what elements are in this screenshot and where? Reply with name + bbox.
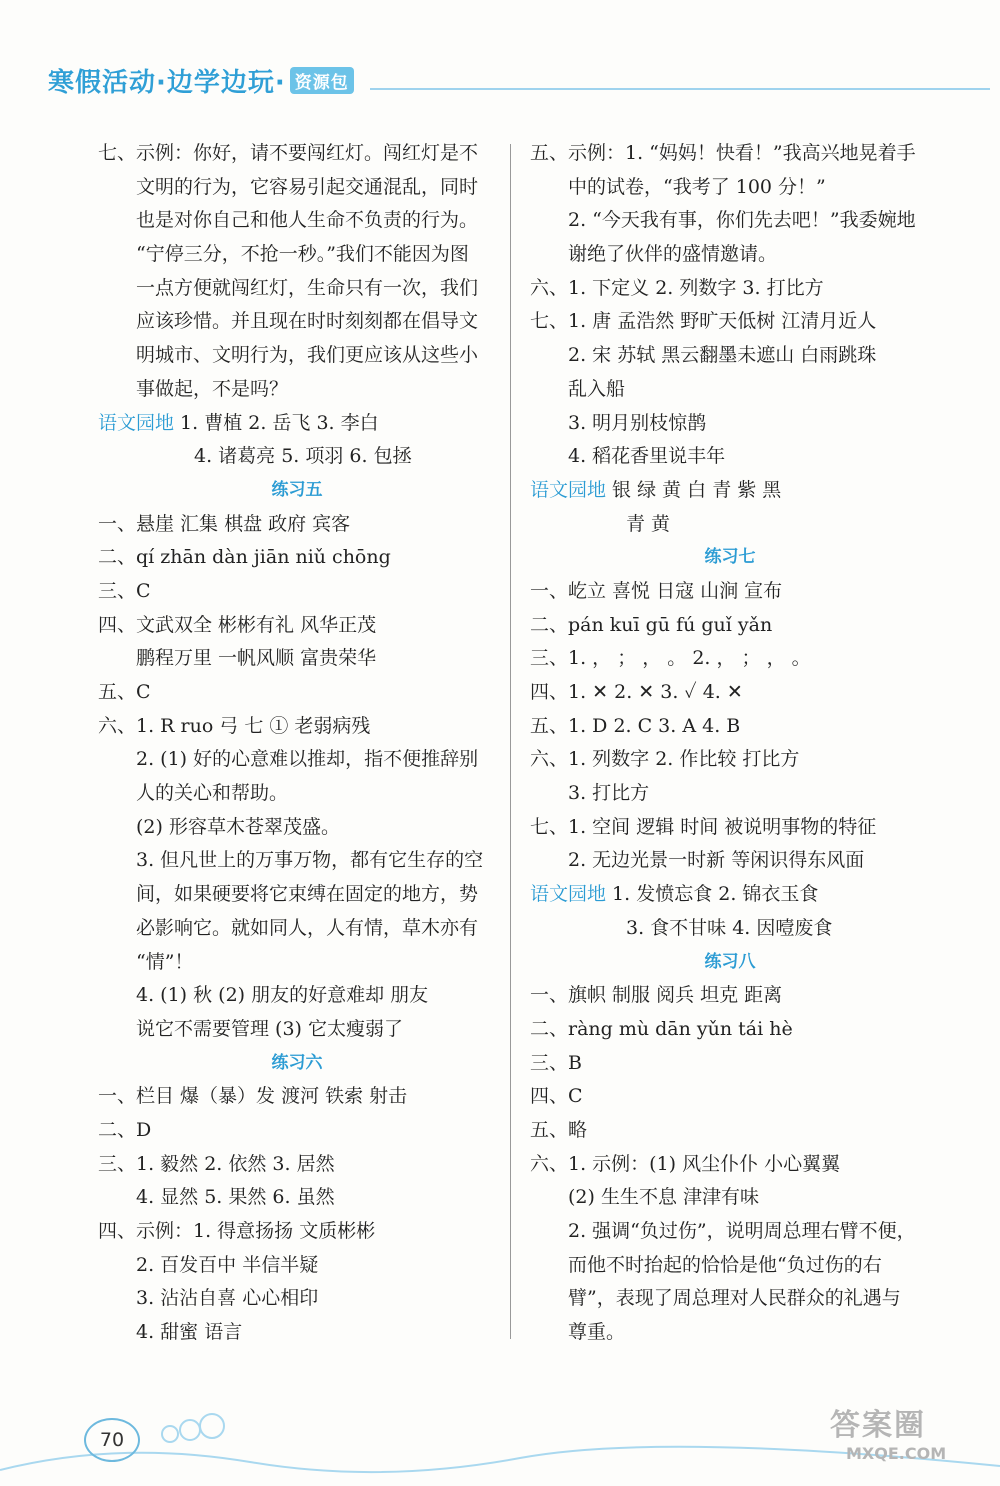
section-heading: 练习五	[271, 479, 323, 500]
answer-line	[530, 710, 930, 744]
answer-text: (2) 生生不息 津津有味	[568, 1186, 759, 1209]
answer-text: 二、qí zhān dàn jiān niǔ chōng	[98, 546, 391, 569]
answer-text: 4. 稻花香里说丰年	[568, 445, 726, 468]
answer-text: 七、1. 空间 逻辑 时间 被说明事物的特征	[530, 815, 877, 838]
answer-text: 3. 打比方	[568, 782, 650, 805]
answer-line	[98, 676, 496, 710]
answer-text: 一、栏目 爆（暴）发 渡河 铁索 射击	[98, 1085, 408, 1108]
answer-line	[530, 912, 930, 946]
answer-line	[530, 272, 930, 306]
answer-line	[98, 710, 496, 744]
answer-text: 三、1. 毅然 2. 依然 3. 居然	[98, 1152, 335, 1175]
answer-line	[98, 1148, 496, 1182]
answer-text: 二、ràng mù dān yǔn tái hè	[530, 1017, 793, 1040]
answer-text: 3. 但凡世上的万事万物，都有它生存的空	[136, 849, 484, 872]
answer-line	[98, 137, 496, 171]
answer-line	[530, 676, 930, 710]
answer-text: 1. 发愤忘食 2. 锦衣玉食	[606, 883, 819, 906]
answer-text: 间，如果硬要将它束缚在固定的地方，势	[136, 883, 479, 906]
answer-text: 一、屹立 喜悦 日寇 山涧 宣布	[530, 579, 783, 602]
answer-text: 七、示例：你好，请不要闯红灯。闯红灯是不	[98, 142, 479, 164]
answer-line	[530, 474, 930, 508]
answer-line	[530, 979, 930, 1013]
answer-text: 四、C	[530, 1085, 583, 1108]
answer-text: 一、旗帜 制服 阅兵 坦克 距离	[530, 984, 783, 1007]
section-heading: 练习八	[704, 951, 756, 972]
answer-line	[530, 1316, 930, 1350]
answer-line	[530, 407, 930, 441]
answer-text: 而他不时抬起的恰恰是他“负过伤的右	[568, 1253, 882, 1276]
answer-line	[98, 575, 496, 609]
answer-line	[98, 878, 496, 912]
answer-text: 七、1. 唐 孟浩然 野旷天低树 江清月近人	[530, 310, 877, 333]
answer-text: 2. (1) 好的心意难以推却，指不便推辞别	[136, 748, 479, 771]
answer-text: 必影响它。就如同人，人有情，草木亦有	[136, 916, 479, 939]
answer-text: 一、悬崖 汇集 棋盘 政府 宾客	[98, 512, 351, 535]
answer-text: 3. 食不甘味 4. 因噎废食	[626, 916, 833, 939]
header-badge: 资源包	[290, 67, 354, 94]
header-title	[48, 62, 354, 99]
answer-line	[98, 1249, 496, 1283]
answer-line	[530, 238, 930, 272]
answer-line	[98, 204, 496, 238]
answer-text: 三、C	[98, 579, 151, 602]
answer-line	[98, 1181, 496, 1215]
answer-line	[98, 811, 496, 845]
answer-line	[530, 508, 930, 542]
answer-line	[530, 1013, 930, 1047]
answer-line	[98, 171, 496, 205]
answer-line	[98, 777, 496, 811]
answer-text: 臂”，表现了周总理对人民群众的礼遇与	[568, 1287, 901, 1310]
answer-text: 四、文武双全 彬彬有礼 风华正茂	[98, 613, 377, 636]
answer-line	[530, 373, 930, 407]
answer-line	[530, 1282, 930, 1316]
answer-line	[530, 305, 930, 339]
answer-text: “情”！	[136, 950, 194, 973]
answer-line	[98, 440, 496, 474]
answer-line	[98, 272, 496, 306]
answer-text: 三、B	[530, 1051, 582, 1074]
header-rule	[370, 88, 990, 90]
answer-line	[98, 1215, 496, 1249]
section-heading: 练习七	[704, 547, 756, 568]
answer-text: (2) 形容草木苍翠茂盛。	[136, 815, 340, 838]
answer-line	[98, 339, 496, 373]
answer-text: 五、略	[530, 1118, 588, 1141]
answer-text: 事做起，不是吗？	[136, 377, 289, 400]
answer-line	[98, 979, 496, 1013]
answer-text: 尊重。	[568, 1321, 626, 1344]
answer-text: 五、示例：1. “妈妈！快看！”我高兴地晃着手	[530, 142, 916, 164]
answer-line	[98, 238, 496, 272]
answer-text: 4. (1) 秋 (2) 朋友的好意难却 朋友	[136, 984, 429, 1007]
answer-line	[98, 541, 496, 575]
answer-line	[530, 1215, 930, 1249]
answer-text: 2. 强调“负过伤”，说明周总理右臂不便，	[568, 1220, 916, 1242]
answer-line	[98, 642, 496, 676]
answer-line	[98, 912, 496, 946]
answer-line	[530, 844, 930, 878]
answer-line	[530, 1181, 930, 1215]
answer-line	[530, 440, 930, 474]
answer-text: 4. 显然 5. 果然 6. 虽然	[136, 1186, 335, 1209]
answer-line	[530, 743, 930, 777]
answer-line	[98, 305, 496, 339]
page-header	[0, 0, 1000, 110]
answer-line	[98, 508, 496, 542]
answer-text: 六、1. R ruo 弓 七 ① 老弱病残	[98, 714, 371, 737]
answer-text: 也是对你自己和他人生命不负责的行为。	[136, 209, 479, 232]
answer-text: 人的关心和帮助。	[136, 782, 289, 805]
answer-line	[530, 339, 930, 373]
answer-text: 鹏程万里 一帆风顺 富贵荣华	[136, 647, 377, 670]
answer-line	[530, 171, 930, 205]
answer-text: 2. 宋 苏轼 黑云翻墨未遮山 白雨跳珠	[568, 344, 877, 367]
answer-text: 1. 曹植 2. 岳飞 3. 李白	[174, 411, 379, 434]
answer-line	[98, 946, 496, 980]
answer-text: 2. “今天我有事，你们先去吧！”我委婉地	[568, 209, 916, 232]
answer-text: 乱入船	[568, 377, 626, 400]
answer-line	[98, 1282, 496, 1316]
answer-line	[98, 1316, 496, 1350]
answer-text: 谢绝了伙伴的盛情邀请。	[568, 243, 778, 266]
answer-text: 青 黄	[626, 512, 671, 535]
page-number: 70	[84, 1418, 140, 1462]
answer-text: 说它不需要管理 (3) 它太瘦弱了	[136, 1017, 403, 1040]
answer-line	[530, 1047, 930, 1081]
answer-text: 银 绿 黄 白 青 紫 黑	[606, 478, 782, 501]
answer-line	[98, 844, 496, 878]
answer-line	[530, 137, 930, 171]
answer-text: 2. 无边光景一时新 等闲识得东风面	[568, 849, 865, 872]
answer-line	[530, 1148, 930, 1182]
watermark-url: MXQE.COM	[846, 1444, 947, 1463]
answer-line	[98, 1080, 496, 1114]
answer-text: 六、1. 示例：(1) 风尘仆仆 小心翼翼	[530, 1152, 841, 1175]
answer-text: 4. 甜蜜 语言	[136, 1321, 243, 1344]
answer-text: 二、D	[98, 1118, 152, 1141]
answer-text: 六、1. 下定义 2. 列数字 3. 打比方	[530, 276, 824, 299]
answer-text: 3. 明月别枝惊鹊	[568, 411, 707, 434]
answer-line	[98, 407, 496, 441]
answer-text: 三、1. ， ； ， 。 2. ， ； ， 。	[530, 647, 811, 670]
answer-line	[530, 575, 930, 609]
answer-line	[530, 204, 930, 238]
answer-text: 明城市、文明行为，我们更应该从这些小	[136, 344, 479, 367]
answer-text: 文明的行为，它容易引起交通混乱，同时	[136, 175, 479, 198]
answer-text: 2. 百发百中 半信半疑	[136, 1253, 319, 1276]
answer-line	[98, 373, 496, 407]
header-title-text: 寒假活动·边学边玩·	[48, 68, 286, 98]
answer-line	[530, 811, 930, 845]
section-heading: 练习六	[271, 1052, 323, 1073]
answer-line	[530, 1080, 930, 1114]
answer-line	[530, 777, 930, 811]
answer-line	[530, 878, 930, 912]
answer-text: “宁停三分，不抢一秒。”我们不能因为图	[136, 243, 469, 266]
answer-text: 六、1. 列数字 2. 作比较 打比方	[530, 748, 800, 771]
right-column	[530, 137, 930, 1350]
answer-text: 4. 诸葛亮 5. 项羽 6. 包拯	[194, 445, 412, 468]
answer-line	[98, 743, 496, 777]
chinese-garden-label: 语文园地	[530, 883, 607, 906]
answer-line	[530, 642, 930, 676]
watermark-logo: 答案圈	[830, 1408, 926, 1443]
answer-line	[530, 609, 930, 643]
answer-text: 3. 沾沾自喜 心心相印	[136, 1287, 319, 1310]
chinese-garden-label: 语文园地	[98, 411, 175, 434]
answer-text: 四、示例：1. 得意扬扬 文质彬彬	[98, 1220, 376, 1242]
answer-line	[530, 1114, 930, 1148]
left-column	[98, 137, 496, 1350]
answer-text: 五、C	[98, 681, 151, 703]
answer-text: 应该珍惜。并且现在时时刻刻都在倡导文	[136, 310, 479, 333]
chinese-garden-label: 语文园地	[530, 478, 607, 501]
answer-line	[98, 609, 496, 643]
answer-line	[98, 1013, 496, 1047]
answer-text: 中的试卷，“我考了 100 分！”	[568, 175, 826, 198]
answer-text: 五、1. D 2. C 3. A 4. B	[530, 714, 741, 737]
answer-text: 四、1. ✕ 2. ✕ 3. ✓ 4. ✕	[530, 681, 743, 703]
answer-line	[530, 1249, 930, 1283]
column-divider	[510, 144, 511, 1339]
answer-text: 二、pán kuī gū fú guǐ yǎn	[530, 613, 773, 636]
answer-line	[98, 1114, 496, 1148]
answer-text: 一点方便就闯红灯，生命只有一次，我们	[136, 276, 479, 299]
